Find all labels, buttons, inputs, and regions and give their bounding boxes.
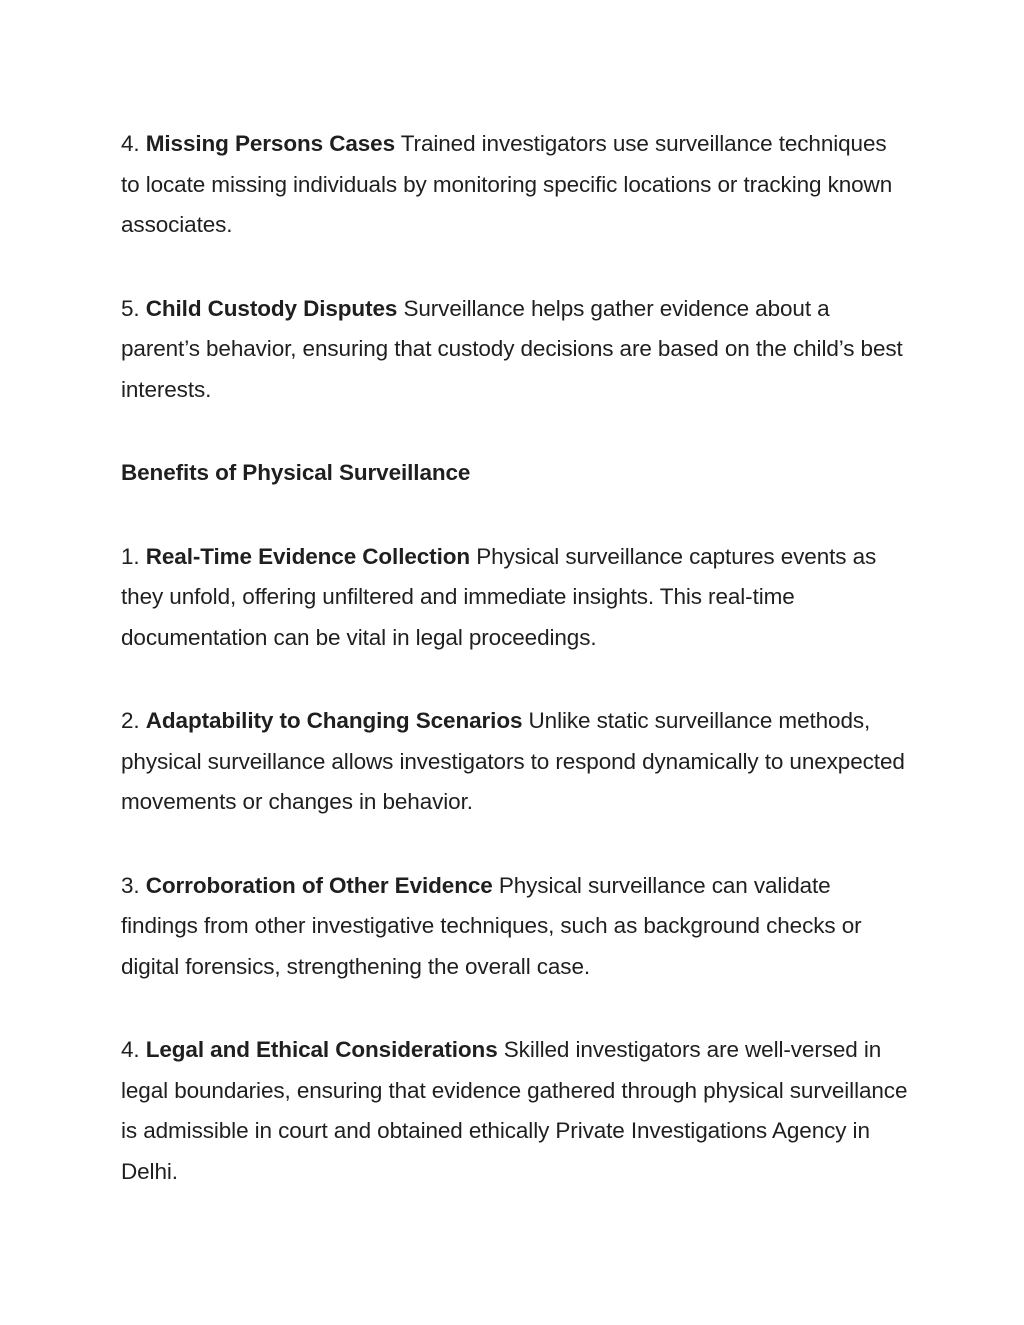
document-page: [121, 124, 911, 1235]
paragraph-real-time-evidence: [121, 537, 911, 659]
paragraph-missing-persons: [121, 124, 911, 246]
item-text: Unlike static surveillance methods, physical surveillance allows investigators to respond dynamically to unexpected movements or changes in behavior.: [121, 708, 905, 814]
item-term: Real-Time Evidence Collection: [145, 543, 471, 569]
item-number: 2.: [121, 708, 140, 733]
item-number: 4.: [121, 1037, 140, 1062]
paragraph-legal-ethical: [121, 1030, 911, 1192]
section-heading: Benefits of Physical Surveillance: [121, 460, 471, 485]
item-number: 1.: [121, 543, 140, 569]
item-text: Skilled investigators are well-versed in legal boundaries, ensuring that evidence gathered through physical surveillance is admissible in court and obtained ethically Private Investigations Agency in Delhi.: [121, 1037, 908, 1184]
item-text: Trained investigators use surveillance techniques to locate missing individuals by monitoring specific locations or tracking known associates.: [121, 131, 893, 237]
item-term: Adaptability to Changing Scenarios: [145, 708, 523, 733]
paragraph-adaptability: [121, 701, 911, 823]
item-text: Surveillance helps gather evidence about a parent’s behavior, ensuring that custody decisions are based on the child’s best interests.: [121, 295, 903, 402]
item-text: Physical surveillance captures events as they unfold, offering unfiltered and immediate insights. This real-time documentation can be vital in legal proceedings.: [121, 543, 877, 650]
item-number: 5.: [121, 295, 140, 321]
item-number: 3.: [121, 872, 140, 898]
item-term: Corroboration of Other Evidence: [145, 872, 493, 898]
item-term: Child Custody Disputes: [145, 295, 398, 321]
item-term: Missing Persons Cases: [145, 131, 395, 156]
item-number: 4.: [121, 131, 140, 156]
paragraph-corroboration: [121, 866, 911, 988]
paragraph-child-custody: [121, 289, 911, 411]
item-text: Physical surveillance can validate findings from other investigative techniques, such as background checks or digital forensics, strengthening the overall case.: [121, 872, 862, 979]
item-term: Legal and Ethical Considerations: [145, 1037, 498, 1062]
